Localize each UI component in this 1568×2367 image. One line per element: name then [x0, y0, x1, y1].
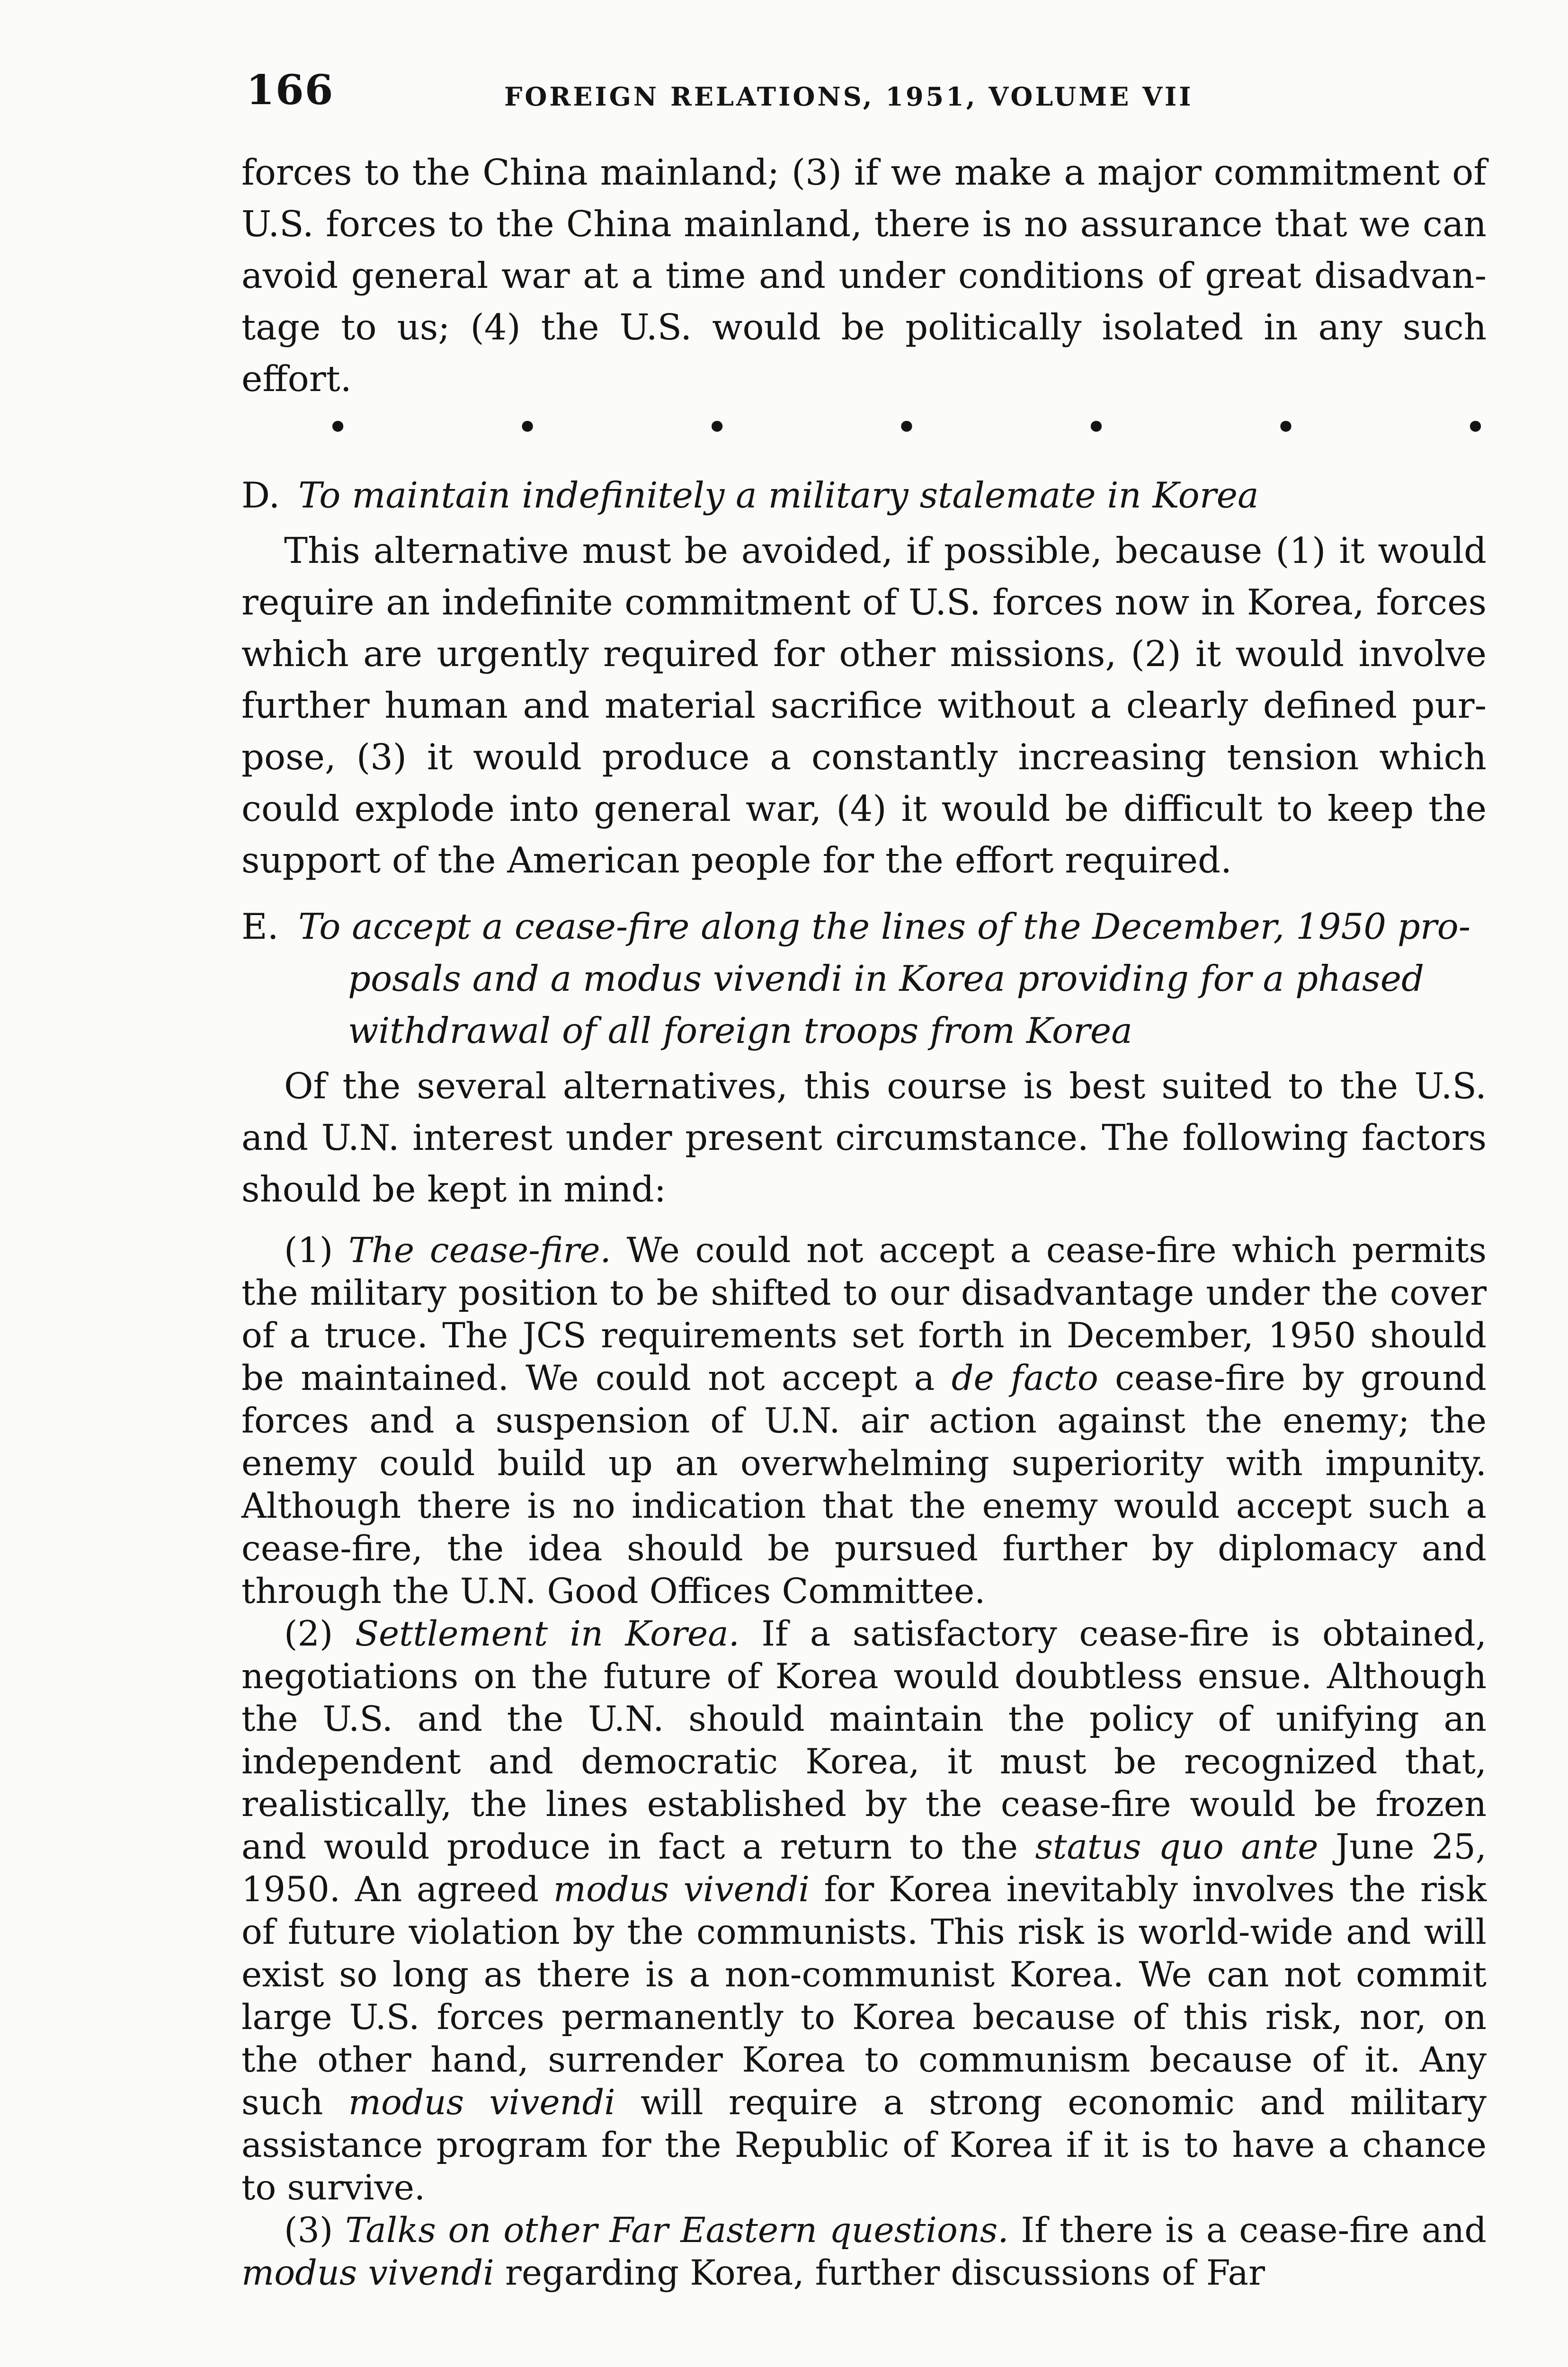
- ellipsis-dot: •: [1085, 405, 1108, 449]
- ellipsis-dot: •: [516, 405, 539, 449]
- section-d-title: To maintain indefinitely a military stalemate in Korea: [298, 474, 1259, 516]
- ellipsis-dot: •: [895, 405, 918, 449]
- ellipsis-dot: •: [327, 405, 349, 449]
- factor-number: (1): [284, 1230, 333, 1271]
- section-e-title: To accept a cease-fire along the lines of the December, 1950 proposals and a modus vivendi in Korea providing for a phased withdrawal of all foreign troops from Korea: [298, 906, 1471, 1051]
- section-d-label: D.: [241, 474, 280, 516]
- factor-number: (3): [284, 2210, 333, 2251]
- factor-title: Settlement in Korea.: [355, 1614, 739, 1654]
- ellipsis-dots: [241, 405, 1487, 450]
- section-d-body: This alternative must be avoided, if possible, because (1) it would require an indefinite commitment of U.S. forces now in Korea, forces which are urgently required for other missions, (2) it would involve further human and material sacrifice without a clearly defined purpose, (3) it would produce a constantly increasing tension which could explode into general war, (4) it would be difficult to keep the support of the American people for the effort required.: [241, 530, 1487, 881]
- ellipsis-dot: •: [1464, 405, 1487, 449]
- section-e-intro: Of the several alternatives, this course is best suited to the U.S. and U.N. interest under present circumstance. The following factors should be kept in mind:: [241, 1065, 1487, 1210]
- continuation-paragraph: forces to the China mainland; (3) if we make a major commitment of U.S. forces to the China mainland, there is no assurance that we can avoid general war at a time and under conditions of great disadvantage to us; (4) the U.S. would be politically isolated in any such effort.: [241, 151, 1487, 400]
- factor-title: The cease-fire.: [348, 1230, 611, 1271]
- ellipsis-dot: •: [705, 405, 729, 449]
- page-body: [241, 147, 1487, 2295]
- ellipsis-dot: •: [1274, 405, 1297, 449]
- factor-far-eastern-talks: (3) Talks on other Far Eastern questions. If there is a cease-fire and modus vivendi regarding Korea, further discussions of Far: [241, 2210, 1487, 2293]
- section-d-heading: [241, 469, 1487, 521]
- page-number: 166: [246, 66, 334, 114]
- factor-title: Talks on other Far Eastern questions.: [345, 2210, 1009, 2251]
- factor-cease-fire: (1) The cease-fire. We could not accept a cease-fire which permits the military position to be shifted to our disadvantage under the cover of a truce. The JCS requirements set forth in December, 1950 should be maintained. We could not accept a de facto cease-fire by ground forces and a suspension of U.N. air action against the enemy; the enemy could build up an overwhelming superiority with impunity. Although there is no indication that the enemy would accept such a cease-fire, the idea should be pursued further by diplomacy and through the U.N. Good Offices Committee.: [241, 1230, 1487, 1611]
- section-e-label: E.: [241, 906, 279, 947]
- factor-settlement: (2) Settlement in Korea. If a satisfactory cease-fire is obtained, negotiations on the future of Korea would doubtless ensue. Although the U.S. and the U.N. should maintain the policy of unifying an independent and democratic Korea, it must be recognized that, realistically, the lines established by the cease-fire would be frozen and would produce in fact a return to the status quo ante June 25, 1950. An agreed modus vivendi for Korea inevitably involves the risk of future violation by the communists. This risk is world-wide and will exist so long as there is a non-communist Korea. We can not commit large U.S. forces permanently to Korea because of this risk, nor, on the other hand, surrender Korea to communism because of it. Any such modus vivendi will require a strong economic and military assistance program for the Republic of Korea if it is to have a chance to survive.: [241, 1614, 1487, 2208]
- factor-number: (2): [284, 1614, 333, 1654]
- running-head: FOREIGN RELATIONS, 1951, VOLUME VII: [504, 81, 1194, 112]
- section-e-heading: [241, 900, 1487, 1057]
- page-header: [246, 57, 1491, 128]
